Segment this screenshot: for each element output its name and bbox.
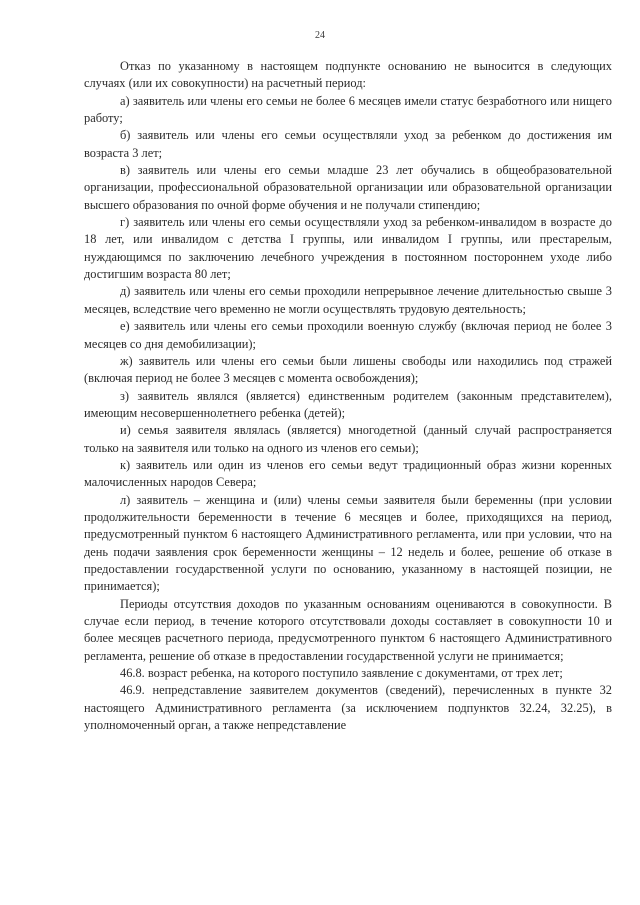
paragraph-intro: Отказ по указанному в настоящем подпункте основанию не выносится в следующих случаях (или их совокупности) на расчетный период: bbox=[84, 59, 612, 91]
paragraph-item-a: а) заявитель или члены его семьи не более 6 месяцев имели статус безработного или нищего работу; bbox=[84, 93, 612, 126]
paragraph-item-i: и) семья заявителя являлась (является) многодетной (данный случай распространяется только на заявителя или только на одного из членов его семьи); bbox=[84, 423, 612, 455]
paragraph-item-v: в) заявитель или члены его семьи младше 23 лет обучались в общеобразовательной организации, профессиональной образовательной организации или образовательной организации высшего образования по очной форме обучения и не получали стипендию; bbox=[84, 163, 612, 212]
document-body bbox=[84, 58, 612, 734]
paragraph-item-k: к) заявитель или один из членов его семьи ведут традиционный образ жизни коренных малочисленных народов Севера; bbox=[84, 457, 612, 490]
paragraph-periods: Периоды отсутствия доходов по указанным основаниям оцениваются в совокупности. В случае если период, в течение которого отсутствовали доходы составляет в совокупности 10 и более месяцев расчетного периода, предусмотренного пунктом 6 настоящего Административного регламента, решение об отказе в предоставлении государственной услуги не принимается; bbox=[84, 596, 612, 663]
page-number: 24 bbox=[315, 30, 325, 41]
paragraph-item-b: б) заявитель или члены его семьи осуществляли уход за ребенком до достижения им возраста 3 лет; bbox=[84, 128, 612, 160]
paragraph-46-9: 46.9. непредставление заявителем документов (сведений), перечисленных в пункте 32 настоящего Административного регламента (за исключением подпунктов 32.24, 32.25), в уполномоченный орган, а также непредставление bbox=[84, 683, 612, 733]
paragraph-item-g: г) заявитель или члены его семьи осуществляли уход за ребенком-инвалидом в возрасте до 18 лет, или инвалидом с детства I группы, или инвалидом I группы, или престарелым, нуждающимся по заключению лечебного учреждения в постоянном постороннем уходе либо достигшим возраста 80 лет; bbox=[84, 215, 612, 282]
paragraph-item-z: з) заявитель являлся (является) единственным родителем (законным представителем), имеющим несовершеннолетнего ребенка (детей); bbox=[84, 388, 612, 420]
paragraph-46-8: 46.8. возраст ребенка, на которого поступило заявление с документами, от трех лет; bbox=[120, 666, 563, 681]
paragraph-item-l: л) заявитель – женщина и (или) члены семьи заявителя были беременны (при условии продолжительности беременности в течение 6 месяцев и более, приходящихся на период, предусмотренный пунктом 6 настоящего Административного регламента, или при условии, что на день подачи заявления срок беременности женщины – 12 недель и более, решение об отказе в предоставлении государственной услуги по основанию, указанному в настоящей позиции, не принимается); bbox=[84, 492, 612, 594]
paragraph-item-d: д) заявитель или члены его семьи проходили непрерывное лечение длительностью свыше 3 месяцев, вследствие чего временно не могли осуществлять трудовую деятельность; bbox=[84, 284, 612, 316]
paragraph-item-e: е) заявитель или члены его семьи проходили военную службу (включая период не более 3 месяцев со дня демобилизации); bbox=[84, 319, 612, 351]
paragraph-item-zh: ж) заявитель или члены его семьи были лишены свободы или находились под стражей (включая период не более 3 месяцев с момента освобождения); bbox=[84, 353, 612, 386]
